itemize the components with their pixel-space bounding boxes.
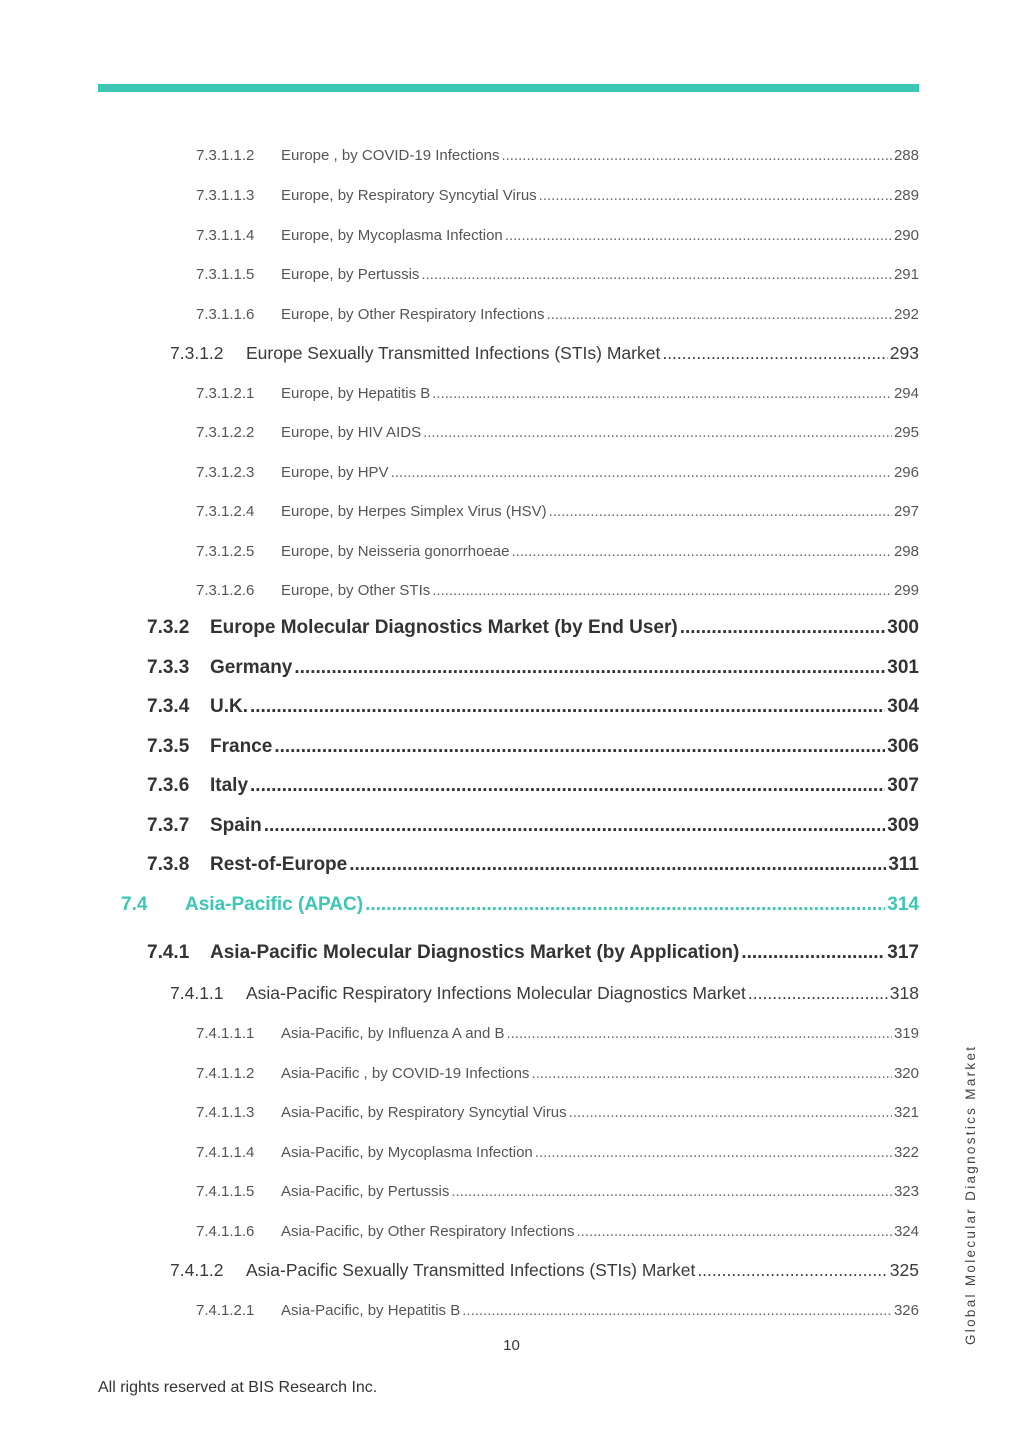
toc-entry[interactable]: [196, 1144, 919, 1161]
toc-entry-title: Europe, by HPV: [281, 464, 389, 481]
toc-entry[interactable]: [147, 696, 919, 718]
toc-entry-number: 7.3.4: [147, 696, 190, 717]
toc-entry[interactable]: [170, 343, 919, 364]
toc-entry-number: 7.3.3: [147, 657, 190, 678]
toc-entry-number: 7.3.2: [147, 617, 190, 638]
toc-entry[interactable]: [196, 1183, 919, 1200]
toc-entry[interactable]: [147, 854, 919, 876]
toc-entry[interactable]: [196, 147, 919, 164]
toc-entry[interactable]: [196, 227, 919, 244]
toc-entry-title: Asia-Pacific, by Respiratory Syncytial Virus: [281, 1104, 567, 1121]
toc-dot-leader: [506, 1025, 892, 1042]
toc-entry-number: 7.3.1.1.4: [196, 227, 255, 244]
toc-entry-page: 323: [893, 1183, 919, 1200]
toc-entry[interactable]: [196, 266, 919, 283]
toc-entry-page: 301: [887, 657, 919, 678]
toc-entry-number: 7.3.1.2.6: [196, 582, 255, 599]
toc-entry-number: 7.4: [121, 894, 148, 915]
toc-entry-title: Asia-Pacific , by COVID-19 Infections: [281, 1065, 530, 1082]
toc-entry-number: 7.3.1.1.5: [196, 266, 255, 283]
toc-entry[interactable]: [147, 657, 919, 679]
toc-entry-number: 7.3.6: [147, 775, 190, 796]
toc-entry-title: Asia-Pacific, by Hepatitis B: [281, 1302, 461, 1319]
toc-entry-title: Europe, by HIV AIDS: [281, 424, 422, 441]
toc-dot-leader: [365, 894, 885, 916]
toc-dot-leader: [569, 1104, 892, 1121]
toc-entry-title: France: [210, 736, 273, 757]
toc-dot-leader: [662, 343, 887, 364]
toc-entry-title: Asia-Pacific Molecular Diagnostics Market (by Application): [210, 942, 740, 963]
toc-entry-page: 290: [893, 227, 919, 244]
toc-entry[interactable]: [147, 736, 919, 758]
toc-entry-page: 296: [893, 464, 919, 481]
toc-entry[interactable]: [196, 1302, 919, 1319]
toc-entry-title: Asia-Pacific, by Mycoplasma Infection: [281, 1144, 533, 1161]
toc-entry[interactable]: [170, 1260, 919, 1281]
toc-entry-title: Italy: [210, 775, 249, 796]
toc-entry[interactable]: [147, 815, 919, 837]
toc-dot-leader: [250, 775, 885, 797]
toc-entry-number: 7.4.1.1: [170, 983, 224, 1003]
toc-entry[interactable]: [196, 187, 919, 204]
toc-dot-leader: [264, 815, 886, 837]
toc-entry-page: 293: [889, 343, 919, 363]
toc-entry-title: Asia-Pacific Sexually Transmitted Infections (STIs) Market: [246, 1260, 696, 1280]
toc-entry-page: 325: [889, 1260, 919, 1280]
toc-entry-page: 319: [893, 1025, 919, 1042]
toc-entry-page: 311: [888, 854, 919, 875]
toc-entry-page: 300: [887, 617, 919, 638]
toc-entry-title: U.K.: [210, 696, 248, 717]
toc-entry-number: 7.3.1.2.5: [196, 543, 255, 560]
toc-entry-title: Europe, by Mycoplasma Infection: [281, 227, 503, 244]
toc-entry[interactable]: [147, 775, 919, 797]
toc-entry-title: Asia-Pacific (APAC): [185, 894, 364, 915]
toc-entry[interactable]: [170, 983, 919, 1004]
toc-entry-page: 295: [893, 424, 919, 441]
toc-entry-title: Europe, by Other Respiratory Infections: [281, 306, 545, 323]
toc-dot-leader: [531, 1065, 892, 1082]
toc-entry-page: 307: [887, 775, 919, 796]
toc-dot-leader: [349, 854, 886, 876]
toc-entry-number: 7.3.7: [147, 815, 190, 836]
toc-dot-leader: [505, 227, 892, 244]
toc-entry-number: 7.4.1.1.2: [196, 1065, 255, 1082]
toc-entry[interactable]: [147, 617, 919, 639]
toc-dot-leader: [546, 306, 892, 323]
toc-entry[interactable]: [196, 503, 919, 520]
toc-entry-page: 322: [893, 1144, 919, 1161]
toc-entry-page: 288: [893, 147, 919, 164]
toc-entry-number: 7.3.1.2.1: [196, 385, 255, 402]
toc-entry-page: 304: [887, 696, 919, 717]
toc-entry-number: 7.4.1: [147, 942, 190, 963]
toc-entry-page: 291: [893, 266, 919, 283]
toc-entry-title: Europe, by Neisseria gonorrhoeae: [281, 543, 510, 560]
toc-entry-page: 289: [893, 187, 919, 204]
toc-entry-title: Europe, by Respiratory Syncytial Virus: [281, 187, 537, 204]
toc-entry[interactable]: [196, 306, 919, 323]
toc-entry[interactable]: [196, 385, 919, 402]
toc-entry[interactable]: [196, 424, 919, 441]
toc-entry-title: Europe Molecular Diagnostics Market (by End User): [210, 617, 678, 638]
toc-entry-number: 7.4.1.1.5: [196, 1183, 255, 1200]
toc-dot-leader: [294, 657, 885, 679]
toc-entry-title: Asia-Pacific Respiratory Infections Molecular Diagnostics Market: [246, 983, 746, 1003]
toc-dot-leader: [741, 942, 885, 964]
toc-entry-number: 7.4.1.2.1: [196, 1302, 255, 1319]
toc-entry-page: 306: [887, 736, 919, 757]
toc-entry-page: 321: [893, 1104, 919, 1121]
toc-entry-number: 7.4.1.1.4: [196, 1144, 255, 1161]
toc-entry-title: Spain: [210, 815, 262, 836]
toc-entry-number: 7.4.1.1.3: [196, 1104, 255, 1121]
toc-entry[interactable]: [196, 543, 919, 560]
toc-entry-title: Germany: [210, 657, 293, 678]
toc-dot-leader: [576, 1223, 892, 1240]
toc-dot-leader: [501, 147, 892, 164]
toc-dot-leader: [432, 385, 892, 402]
toc-entry[interactable]: [147, 942, 919, 964]
toc-entry-number: 7.3.5: [147, 736, 190, 757]
toc-entry-title: Europe, by Other STIs: [281, 582, 431, 599]
toc-entry-number: 7.4.1.2: [170, 1260, 224, 1280]
footer-copyright: All rights reserved at BIS Research Inc.: [98, 1379, 378, 1396]
toc-dot-leader: [748, 983, 888, 1004]
toc-dot-leader: [549, 503, 892, 520]
toc-entry-title: Europe, by Pertussis: [281, 266, 420, 283]
toc-dot-leader: [391, 464, 892, 481]
toc-entry-page: 309: [887, 815, 919, 836]
toc-entry-page: 326: [893, 1302, 919, 1319]
toc-entry-page: 324: [893, 1223, 919, 1240]
toc-entry-title: Asia-Pacific, by Other Respiratory Infections: [281, 1223, 575, 1240]
toc-dot-leader: [432, 582, 892, 599]
toc-dot-leader: [462, 1302, 892, 1319]
toc-entry-number: 7.3.1.2.4: [196, 503, 255, 520]
toc-entry-page: 320: [893, 1065, 919, 1082]
toc-entry-page: 298: [893, 543, 919, 560]
page-number: 10: [503, 1337, 520, 1354]
toc-entry[interactable]: [196, 1065, 919, 1082]
toc-entry-page: 292: [893, 306, 919, 323]
toc-entry-title: Asia-Pacific, by Influenza A and B: [281, 1025, 505, 1042]
toc-entry[interactable]: [196, 1104, 919, 1121]
toc-dot-leader: [421, 266, 892, 283]
toc-dot-leader: [274, 736, 885, 758]
toc-entry-title: Europe , by COVID-19 Infections: [281, 147, 500, 164]
toc-dot-leader: [535, 1144, 892, 1161]
toc-entry-title: Rest-of-Europe: [210, 854, 348, 875]
toc-entry-page: 317: [887, 942, 919, 963]
toc-entry-number: 7.3.1.1.3: [196, 187, 255, 204]
toc-entry-page: 297: [893, 503, 919, 520]
toc-entry-page: 299: [893, 582, 919, 599]
toc-dot-leader: [423, 424, 892, 441]
toc-dot-leader: [697, 1260, 887, 1281]
toc-entry-number: 7.3.1.2: [170, 343, 224, 363]
side-running-title: Global Molecular Diagnostics Market: [963, 1044, 978, 1345]
toc-entry-page: 318: [889, 983, 919, 1003]
toc-entry[interactable]: [196, 464, 919, 481]
toc-entry-page: 294: [893, 385, 919, 402]
toc-entry-title: Europe, by Herpes Simplex Virus (HSV): [281, 503, 547, 520]
toc-entry[interactable]: [196, 582, 919, 599]
toc-entry-number: 7.3.1.1.6: [196, 306, 255, 323]
toc-entry-number: 7.4.1.1.6: [196, 1223, 255, 1240]
toc-entry[interactable]: [196, 1025, 919, 1042]
toc-entry-number: 7.3.1.2.2: [196, 424, 255, 441]
toc-dot-leader: [539, 187, 892, 204]
toc-dot-leader: [680, 617, 886, 639]
toc-dot-leader: [250, 696, 885, 718]
toc-entry[interactable]: [121, 894, 919, 916]
toc-entry-number: 7.3.8: [147, 854, 190, 875]
toc-entry-page: 314: [887, 894, 919, 915]
toc-entry-title: Europe, by Hepatitis B: [281, 385, 431, 402]
toc-entry-title: Europe Sexually Transmitted Infections (STIs) Market: [246, 343, 661, 363]
toc-entry-title: Asia-Pacific, by Pertussis: [281, 1183, 450, 1200]
toc-dot-leader: [451, 1183, 892, 1200]
toc-entry[interactable]: [196, 1223, 919, 1240]
toc-entry-number: 7.3.1.2.3: [196, 464, 255, 481]
toc-entry-number: 7.4.1.1.1: [196, 1025, 255, 1042]
toc-entry-number: 7.3.1.1.2: [196, 147, 255, 164]
toc-dot-leader: [511, 543, 891, 560]
